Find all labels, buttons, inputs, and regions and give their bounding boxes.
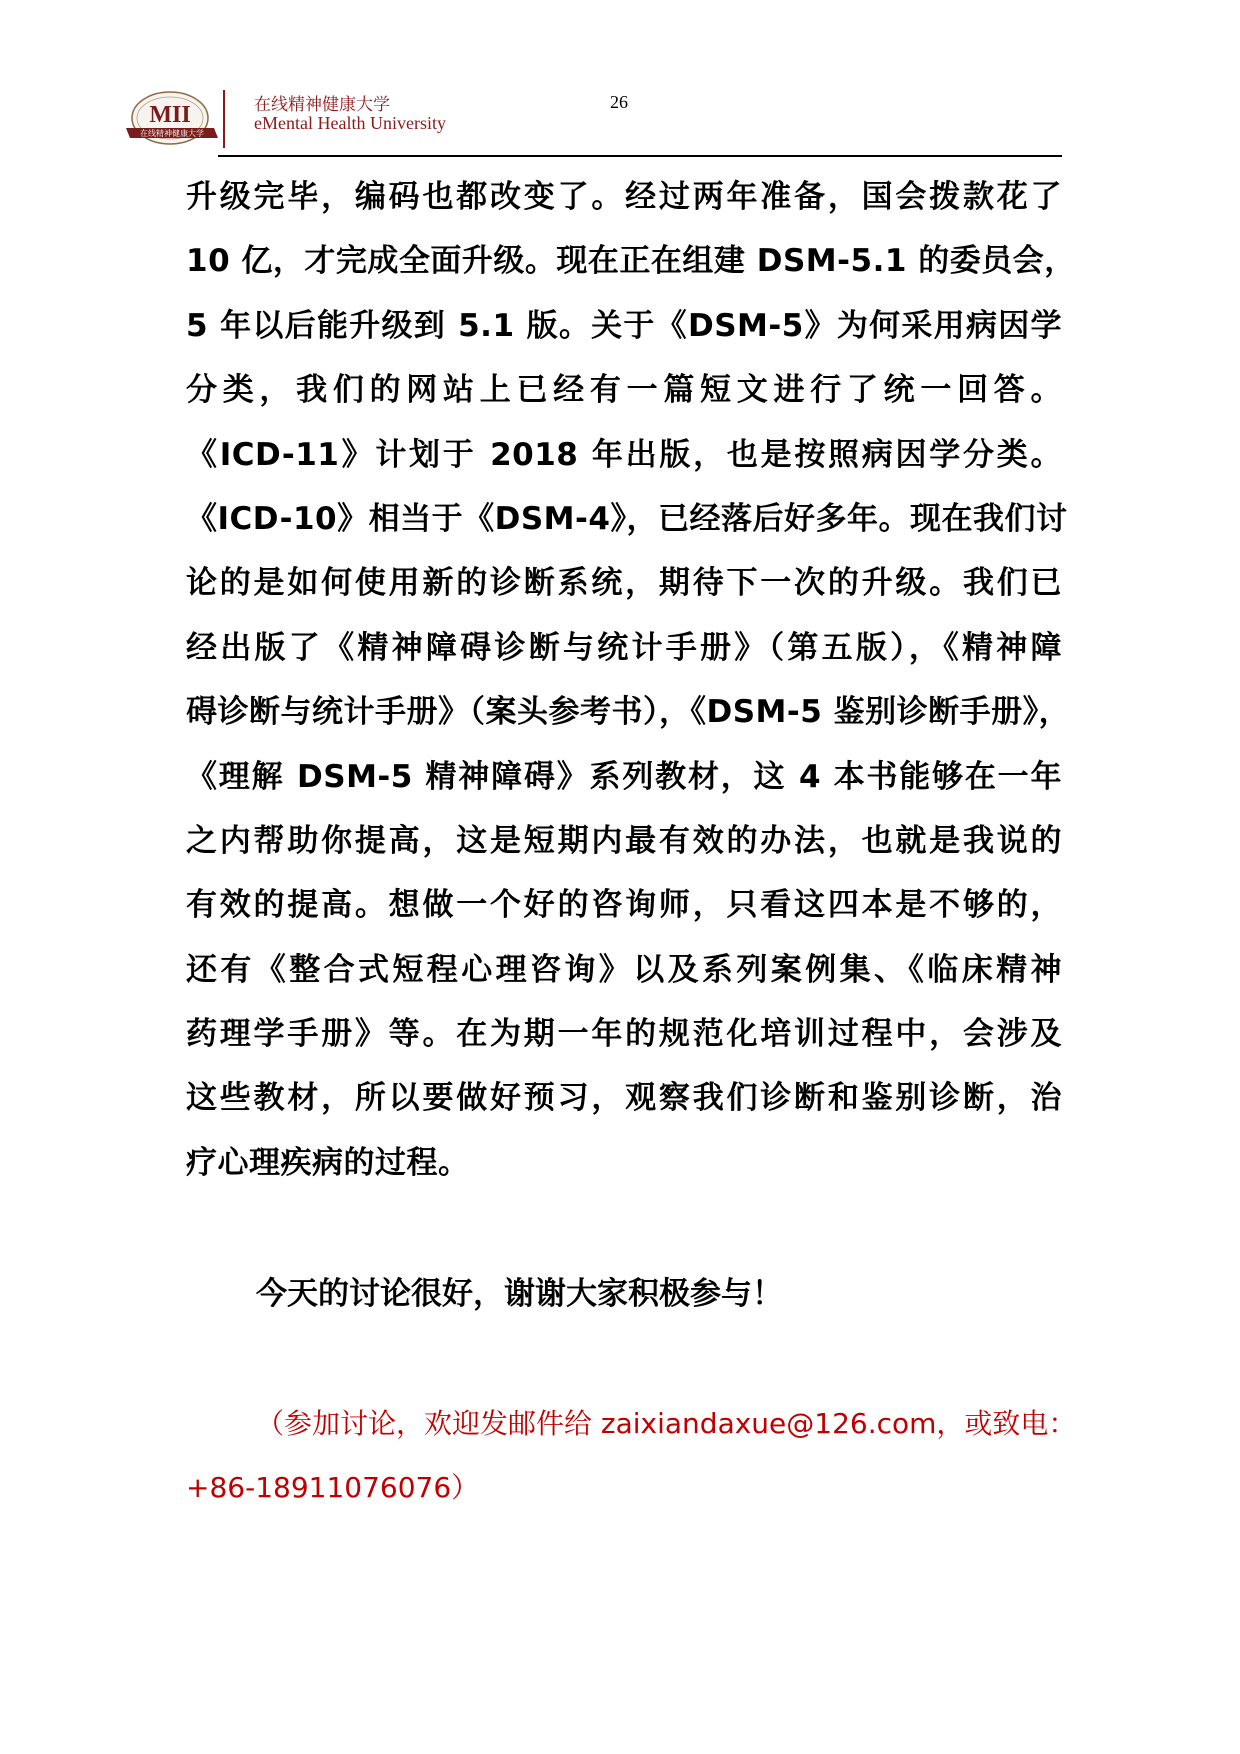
body-line: 这些教材，所以要做好预习，观察我们诊断和鉴别诊断，治 — [186, 1080, 1062, 1117]
body-line: 分类，我们的网站上已经有一篇短文进行了统一回答。 — [186, 372, 1062, 409]
university-name-en: eMental Health University — [254, 113, 446, 133]
body-line: 碍诊断与统计手册》（案头参考书），《DSM-5 鉴别诊断手册》， — [186, 694, 1071, 731]
header-rule — [218, 155, 1062, 157]
body-line: 药理学手册》等。在为期一年的规范化培训过程中，会涉及 — [186, 1016, 1062, 1053]
body-line: 《ICD-11》计划于 2018 年出版，也是按照病因学分类。 — [186, 436, 1062, 473]
body-line: 10 亿，才完成全面升级。现在正在组建 DSM-5.1 的委员会， — [186, 243, 1076, 280]
university-logo — [124, 88, 234, 154]
logo-banner-text: 在线精神健康大学 — [140, 129, 204, 138]
contact-line-email: （参加讨论，欢迎发邮件给 zaixiandaxue@126.com，或致电： — [256, 1407, 1077, 1440]
contact-line-phone: +86-18911076076） — [186, 1471, 480, 1504]
body-line: 之内帮助你提高，这是短期内最有效的办法，也就是我说的 — [186, 822, 1062, 859]
body-paragraph — [186, 165, 1076, 1195]
page-number: 26 — [610, 92, 628, 112]
body-line: 疗心理疾病的过程。 — [186, 1144, 470, 1181]
body-line: 5 年以后能升级到 5.1 版。关于《DSM-5》为何采用病因学 — [186, 307, 1062, 344]
body-line: 论的是如何使用新的诊断系统，期待下一次的升级。我们已 — [186, 565, 1062, 602]
body-line: 还有《整合式短程心理咨询》以及系列案例集、《临床精神 — [186, 951, 1062, 988]
university-name-cn: 在线精神健康大学 — [254, 95, 390, 115]
body-line: 经出版了《精神障碍诊断与统计手册》（第五版），《精神障 — [186, 629, 1062, 666]
body-line: 《ICD-10》相当于《DSM-4》，已经落后好多年。现在我们讨 — [186, 500, 1068, 537]
body-line: 升级完毕，编码也都改变了。经过两年准备，国会拨款花了 — [186, 179, 1062, 215]
page-header — [120, 84, 1062, 156]
body-line: 《理解 DSM-5 精神障碍》系列教材，这 4 本书能够在一年 — [186, 758, 1062, 795]
body-line: 有效的提高。想做一个好的咨询师，只看这四本是不够的， — [186, 887, 1062, 924]
logo-text: MII — [149, 102, 191, 128]
header-divider — [223, 90, 225, 148]
closing-thanks: 今天的讨论很好，谢谢大家积极参与！ — [256, 1276, 783, 1312]
